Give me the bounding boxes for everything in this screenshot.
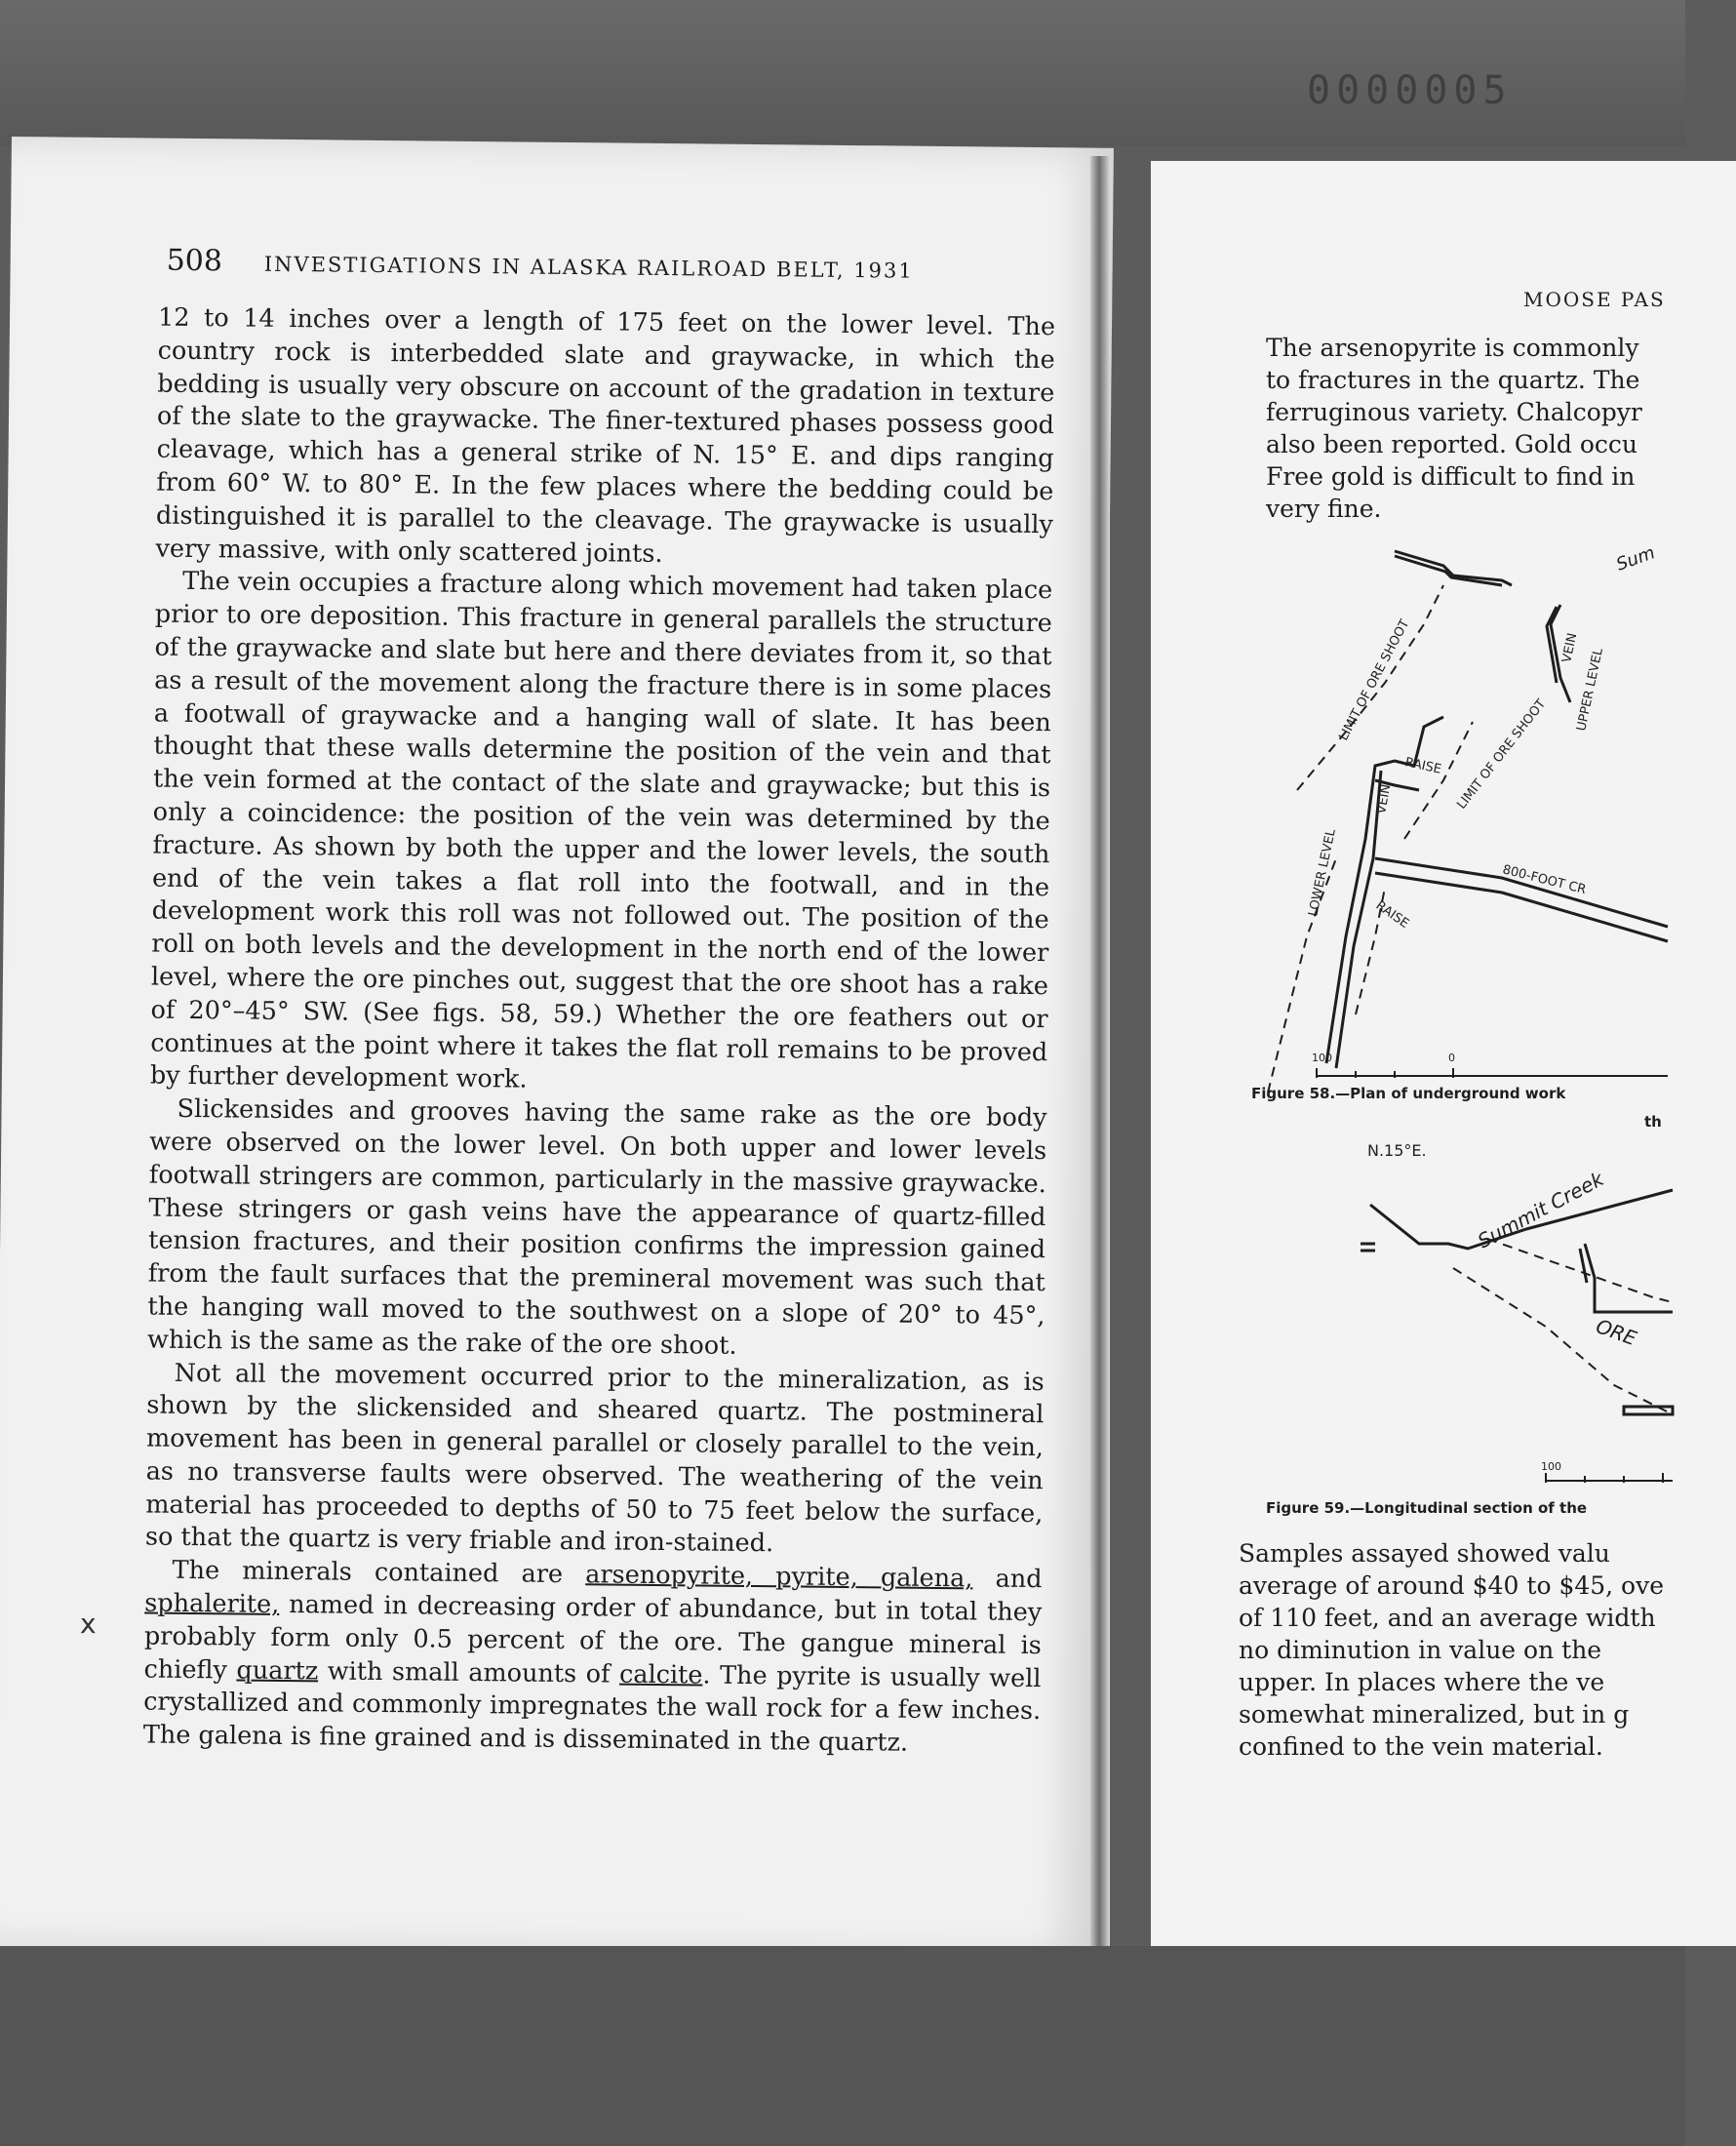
- fig58-label: LIMIT OF ORE SHOOT: [1336, 616, 1413, 743]
- body-text: [143, 302, 1056, 1763]
- underlined-sphalerite: sphalerite,: [144, 1588, 280, 1620]
- paragraph: The vein occupies a fracture along which movement had taken place prior to ore deposition. This fracture in general parallels the structure of the graywacke and slate but here and there deviates from it, so that as a result of the movement along the fracture there is in some places a footwall of graywacke and a hanging wall of slate. It has been thought that these walls determine the position of the vein and that the vein formed at the contact of the slate and graywacke; but this is only a coincidence: the position of the vein was determined by the fracture. As shown by both the upper and the lower levels, the south end of the vein takes a flat roll into the footwall, and in the development work this roll was not followed out. The position of the roll on both levels and the development in the north end of the lower level, where the ore pinches out, suggest that the ore shoot has a rake of 20°–45° SW. (See figs. 58, 59.) Whether the ore feathers out or continues at the point where it takes the flat roll remains to be proved by further development work.: [149, 567, 1053, 1094]
- text-line: The arsenopyrite is commonly: [1266, 334, 1639, 362]
- text-line: of 110 feet, and an average width: [1239, 1604, 1656, 1632]
- fig58-scale-label: 100: [1312, 1052, 1332, 1064]
- book-gutter: [1090, 156, 1110, 1946]
- fig58-label: Sum: [1613, 542, 1658, 576]
- text-line: no diminution in value on the: [1239, 1636, 1602, 1664]
- figure-58-caption: Figure 58.—Plan of underground work: [1251, 1085, 1566, 1102]
- underlined-quartz: quartz: [236, 1655, 319, 1687]
- fig58-scale-label: 0: [1448, 1052, 1455, 1064]
- fig59-label: Summit Creek: [1474, 1167, 1608, 1253]
- page-number: 508: [166, 243, 223, 279]
- fig58-label: LIMIT OF ORE SHOOT: [1454, 696, 1550, 813]
- fig58-label: RAISE: [1403, 755, 1443, 777]
- text-line: Samples assayed showed valu: [1239, 1539, 1610, 1568]
- fig58-scale-bar: [1317, 1068, 1668, 1078]
- text-line: also been reported. Gold occu: [1266, 430, 1637, 458]
- paragraph: 12 to 14 inches over a length of 175 feet on the lower level. The country rock is interbedded slate and graywacke, in which the bedding is usually very obscure on account of the gradation in texture of the slate to the graywacke. The finer-textured phases possess good cleavage, which has a general strike of N. 15° E. and dips ranging from 60° W. to 80° E. In the few places where the bedding could be distinguished it is parallel to the cleavage. The graywacke is usually very massive, with only scattered joints.: [155, 302, 1056, 569]
- text-line: upper. In places where the ve: [1239, 1668, 1605, 1696]
- right-body-text-top: [1266, 332, 1676, 525]
- text-line: average of around $40 to $45, ove: [1239, 1571, 1665, 1600]
- paragraph-minerals: [143, 1555, 1043, 1762]
- margin-annotation: x: [80, 1608, 97, 1640]
- text-line: to fractures in the quartz. The: [1266, 366, 1640, 394]
- text-run: named in decreasing order of abundance, but in total they probably form only 0.5 percent of the ore. The gangue mineral is chiefly: [143, 1590, 1043, 1686]
- text-line: Free gold is difficult to find in: [1266, 462, 1636, 491]
- text-run: . The pyrite is usually well crystallized and commonly impregnates the wall rock for a few inches. The galena is fine grained and is disseminated in the quartz.: [142, 1660, 1042, 1758]
- text-run: and: [972, 1564, 1043, 1595]
- text-run: with small amounts of: [318, 1656, 620, 1689]
- right-body-text-bottom: [1239, 1537, 1668, 1763]
- fig59-direction-label: N.15°E.: [1367, 1141, 1427, 1160]
- scan-stamp: 0000005: [1307, 68, 1513, 113]
- figure-59-caption: Figure 59.—Longitudinal section of the: [1266, 1499, 1588, 1517]
- text-line: ferruginous variety. Chalcopyr: [1266, 398, 1642, 426]
- fig58-label: 800-FOOT CR: [1501, 862, 1588, 898]
- text-line: confined to the vein material.: [1239, 1732, 1603, 1761]
- underlined-calcite: calcite: [618, 1659, 703, 1690]
- fig59-label: ORE: [1593, 1314, 1640, 1351]
- left-page: [0, 137, 1114, 1958]
- fig58-label: VEIN: [1374, 782, 1395, 815]
- fig58-label: RAISE: [1372, 897, 1412, 932]
- figure-59-section: [1361, 1151, 1673, 1483]
- fig58-label: UPPER LEVEL: [1574, 647, 1606, 733]
- scan-background-bottom: [0, 1946, 1685, 2146]
- page-header: [166, 244, 946, 286]
- text-line: somewhat mineralized, but in g: [1239, 1700, 1630, 1729]
- fig59-scale-bar: [1546, 1473, 1673, 1483]
- paragraph: Slickensides and grooves having the same rake as the ore body were observed on the lower level. On both upper and lower levels footwall stringers are common, particularly in the massive graywacke. These stringers or gash veins have the appearance of quartz-filled tension fractures, and their position confirms the impression gained from the fault surfaces that the premineral movement was such that the hanging wall moved to the southwest on a slope of 20° to 45°, which is the same as the rake of the ore shoot.: [146, 1093, 1047, 1361]
- right-running-head: MOOSE PAS: [1523, 288, 1666, 311]
- figure-58-caption-cont: th: [1644, 1113, 1662, 1131]
- fig59-scale-label: 100: [1541, 1460, 1561, 1473]
- underlined-minerals: arsenopyrite, pyrite, galena,: [585, 1560, 973, 1594]
- fig58-label: LOWER LEVEL: [1306, 827, 1339, 918]
- figure-58-plan: [1306, 542, 1668, 1093]
- fig58-label: VEIN: [1559, 631, 1581, 664]
- paragraph: Not all the movement occurred prior to the mineralization, as is shown by the slickensided and sheared quartz. The postmineral movement has been in general parallel or closely parallel to the vein, as no transverse faults were observed. The weathering of the vein material has proceeded to depths of 50 to 75 feet below the surface, so that the quartz is very friable and iron-stained.: [144, 1358, 1045, 1559]
- text-run: The minerals contained are: [172, 1556, 586, 1590]
- running-head: INVESTIGATIONS IN ALASKA RAILROAD BELT, 1931: [263, 252, 914, 283]
- text-line: very fine.: [1266, 495, 1382, 523]
